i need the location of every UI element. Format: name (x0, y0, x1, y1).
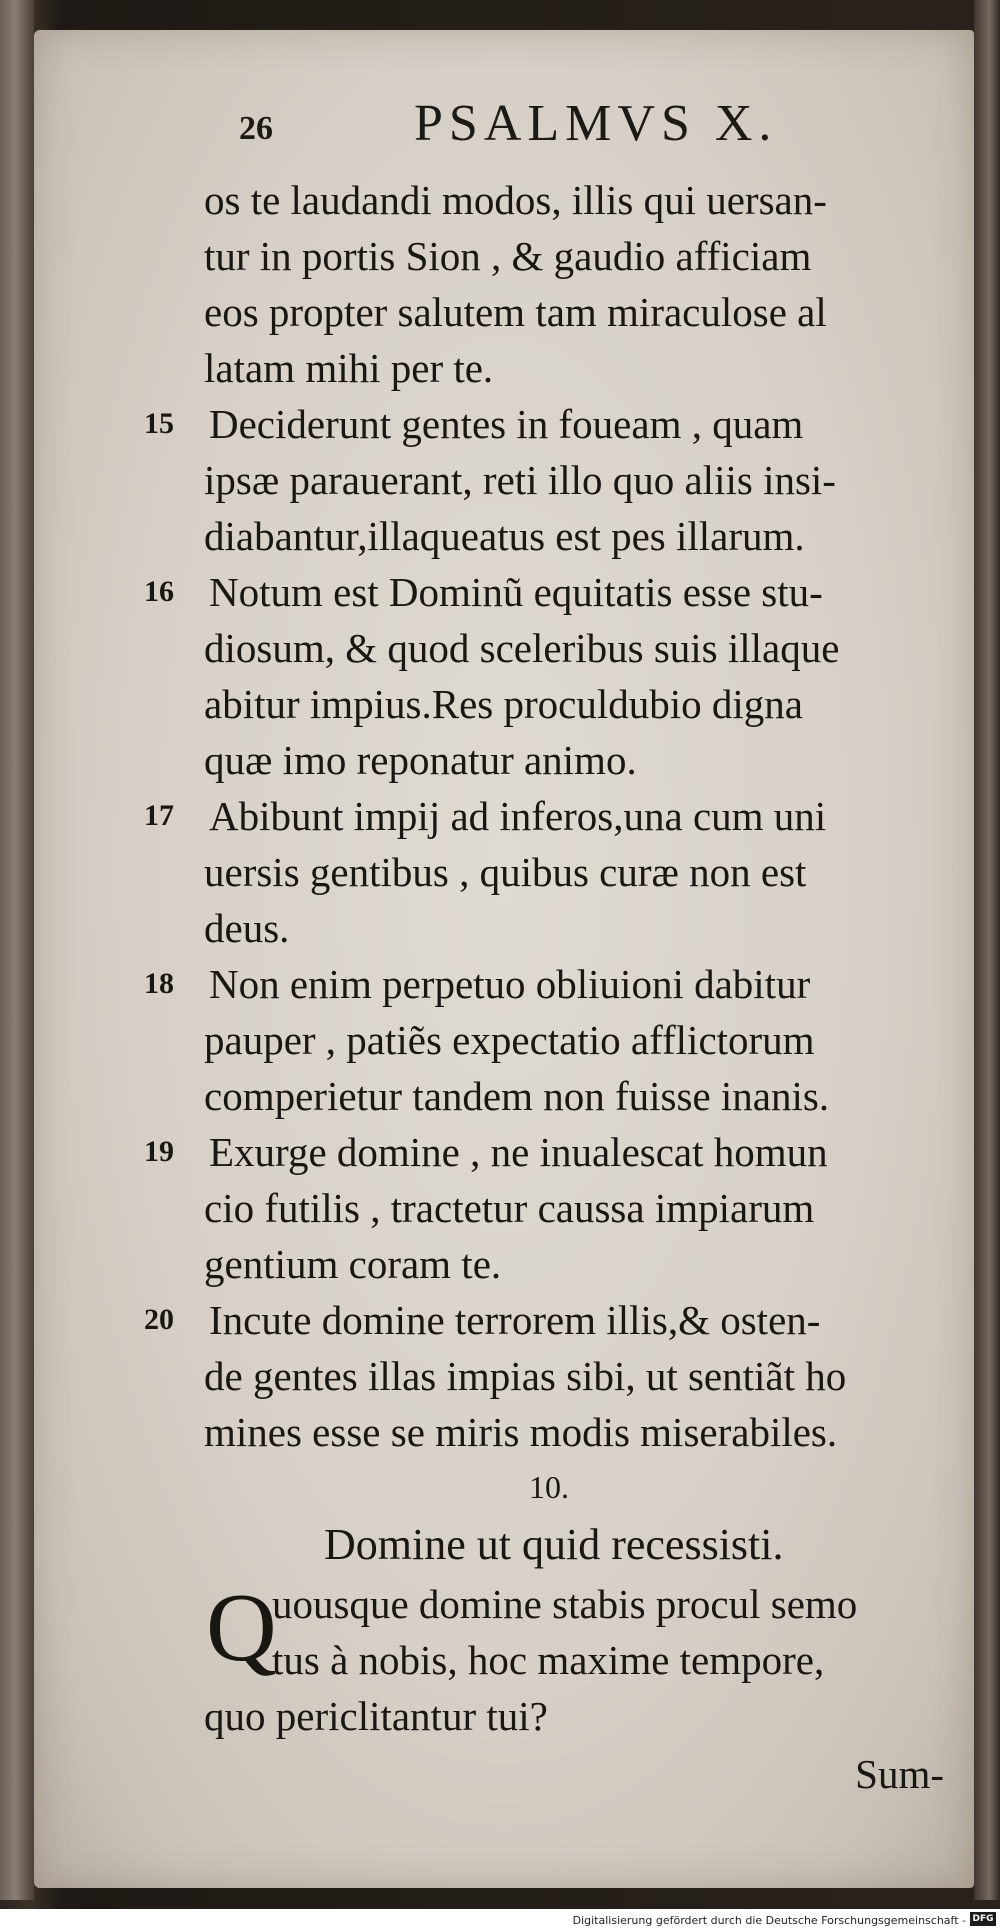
line-text: deus. (204, 905, 290, 951)
line-text: abitur impius.Res proculdubio digna (204, 681, 803, 727)
line-text: quæ imo reponatur animo. (204, 737, 637, 783)
line-text: ipsæ parauerant, reti illo quo aliis insi- (204, 457, 836, 503)
text-line (34, 620, 974, 676)
line-text: Exurge domine , ne inualescat homun (209, 1129, 828, 1175)
text-line (34, 1404, 974, 1460)
verse-number: 17 (144, 799, 174, 832)
dropcap-letter: Q (206, 1574, 277, 1682)
text-line (34, 1180, 974, 1236)
line-text: Incute domine terrorem illis,& osten- (209, 1297, 821, 1343)
text-line (34, 564, 974, 620)
text-block (34, 172, 974, 1804)
line-text: diabantur,illaqueatus est pes illarum. (204, 513, 805, 559)
text-line (34, 1012, 974, 1068)
text-line (34, 172, 974, 228)
line-text: mines esse se miris modis miserabiles. (204, 1409, 838, 1455)
text-line (34, 228, 974, 284)
book-edge-right (974, 0, 1000, 1900)
text-line (34, 1576, 974, 1632)
text-line (34, 284, 974, 340)
psalm-title-text: Domine ut quid recessisti. (324, 1520, 784, 1569)
line-text: gentium coram te. (204, 1241, 502, 1287)
verse-number: 18 (144, 967, 174, 1000)
text-line (34, 1124, 974, 1180)
line-text: diosum, & quod sceleribus suis illaque (204, 625, 840, 671)
text-line (34, 396, 974, 452)
line-text: quo periclitantur tui? (204, 1693, 548, 1739)
line-text: uersis gentibus , quibus curæ non est (204, 849, 807, 895)
text-line (34, 1632, 974, 1688)
page-header (34, 90, 974, 170)
line-text: pauper , patiẽs expectatio afflictorum (204, 1017, 815, 1063)
catchword: Sum- (855, 1751, 944, 1797)
text-line (34, 788, 974, 844)
line-text: Abibunt impij ad inferos,una cum uni (209, 793, 827, 839)
line-text: latam mihi per te. (204, 345, 494, 391)
verse-number: 19 (144, 1135, 174, 1168)
catchword-line (34, 1744, 974, 1804)
text-line (34, 844, 974, 900)
page-number: 26 (239, 110, 273, 147)
digitization-footer (0, 1909, 1000, 1929)
book-edge-left (0, 0, 34, 1900)
text-line (34, 1236, 974, 1292)
line-text: tus à nobis, hoc maxime tempore, (272, 1637, 825, 1683)
line-text: de gentes illas impias sibi, ut sentiãt ho (204, 1353, 847, 1399)
line-text: Deciderunt gentes in foueam , quam (209, 401, 804, 447)
text-line (34, 676, 974, 732)
text-line (34, 1688, 974, 1744)
footer-credit: Digitalisierung gefördert durch die Deutsche Forschungsgemeinschaft - (572, 1914, 966, 1927)
line-text: cio futilis , tractetur caussa impiarum (204, 1185, 815, 1231)
dfg-logo-icon: DFG (970, 1912, 996, 1926)
text-line (34, 1068, 974, 1124)
text-line (34, 508, 974, 564)
dropcap-paragraph (34, 1576, 974, 1688)
psalm-title (34, 1514, 974, 1576)
text-line (34, 1348, 974, 1404)
line-text: uousque domine stabis procul semo (272, 1581, 858, 1627)
line-text: Non enim perpetuo obliuioni dabitur (209, 961, 811, 1007)
line-text: eos propter salutem tam miraculose al (204, 289, 827, 335)
running-head: PSALMVS X. (414, 95, 778, 152)
text-line (34, 452, 974, 508)
line-text: tur in portis Sion , & gaudio afficiam (204, 233, 812, 279)
verse-number: 16 (144, 575, 174, 608)
line-text: os te laudandi modos, illis qui uersan- (204, 177, 827, 223)
text-line (34, 340, 974, 396)
text-line (34, 1292, 974, 1348)
text-line (34, 956, 974, 1012)
text-line (34, 732, 974, 788)
verse-number: 20 (144, 1303, 174, 1336)
line-text: comperietur tandem non fuisse inanis. (204, 1073, 830, 1119)
text-line (34, 900, 974, 956)
book-page (34, 30, 974, 1888)
verse-number: 15 (144, 407, 174, 440)
line-text: Notum est Dominũ equitatis esse stu- (209, 569, 823, 615)
section-number: 10. (529, 1469, 569, 1505)
